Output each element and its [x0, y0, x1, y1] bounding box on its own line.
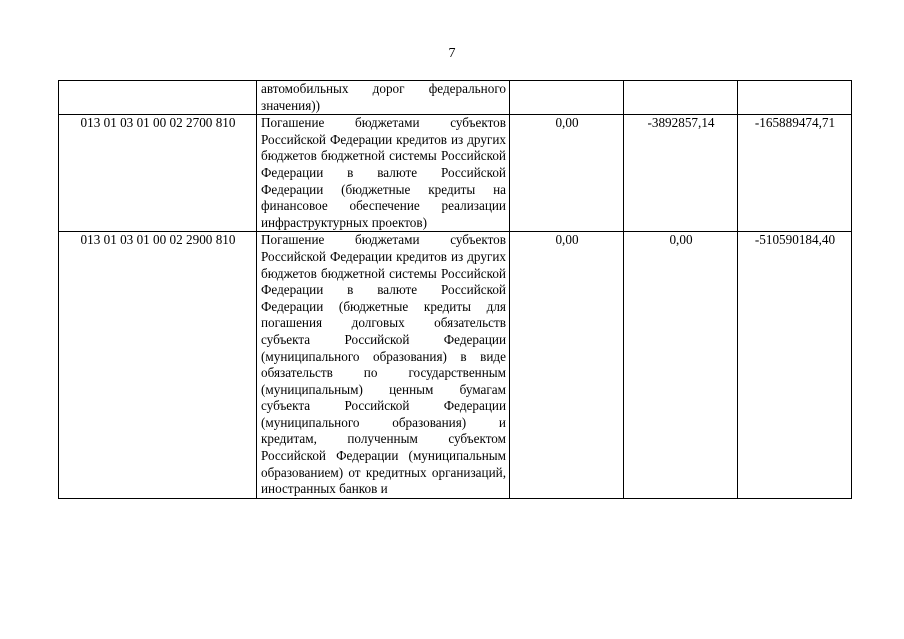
- value-cell-1: 0,00: [510, 232, 624, 499]
- table-row: [59, 232, 852, 499]
- budget-code-cell: 013 01 03 01 00 02 2700 810: [59, 115, 257, 232]
- table-row: [59, 115, 852, 232]
- description-cell: Погашение бюджетами субъектов Российской Федерации кредитов из других бюджетов бюджетной системы Российской Федерации в валюте Российской Федерации (бюджетные кредиты для погашения долговых обязательств субъекта Российской Федерации (муниципального образования) в виде обязательств по государственным (муниципальным) ценным бумагам субъекта Российской Федерации (муниципального образования) и кредитам, полученным субъектом Российской Федерации (муниципальным образованием) от кредитных организаций, иностранных банков и: [257, 232, 510, 499]
- budget-code-cell: [59, 81, 257, 115]
- value-cell-2: [624, 81, 738, 115]
- value-cell-3: -510590184,40: [738, 232, 852, 499]
- value-cell-3: -165889474,71: [738, 115, 852, 232]
- page-number: 7: [448, 46, 456, 61]
- value-cell-2: 0,00: [624, 232, 738, 499]
- budget-table: [58, 80, 852, 499]
- description-cell: Погашение бюджетами субъектов Российской Федерации кредитов из других бюджетов бюджетной системы Российской Федерации в валюте Российской Федерации (бюджетные кредиты на финансовое обеспечение реализации инфраструктурных проектов): [257, 115, 510, 232]
- description-cell: автомобильных дорог федерального значения)): [257, 81, 510, 115]
- value-cell-1: 0,00: [510, 115, 624, 232]
- budget-code-cell: 013 01 03 01 00 02 2900 810: [59, 232, 257, 499]
- table-row: [59, 81, 852, 115]
- value-cell-3: [738, 81, 852, 115]
- value-cell-2: -3892857,14: [624, 115, 738, 232]
- value-cell-1: [510, 81, 624, 115]
